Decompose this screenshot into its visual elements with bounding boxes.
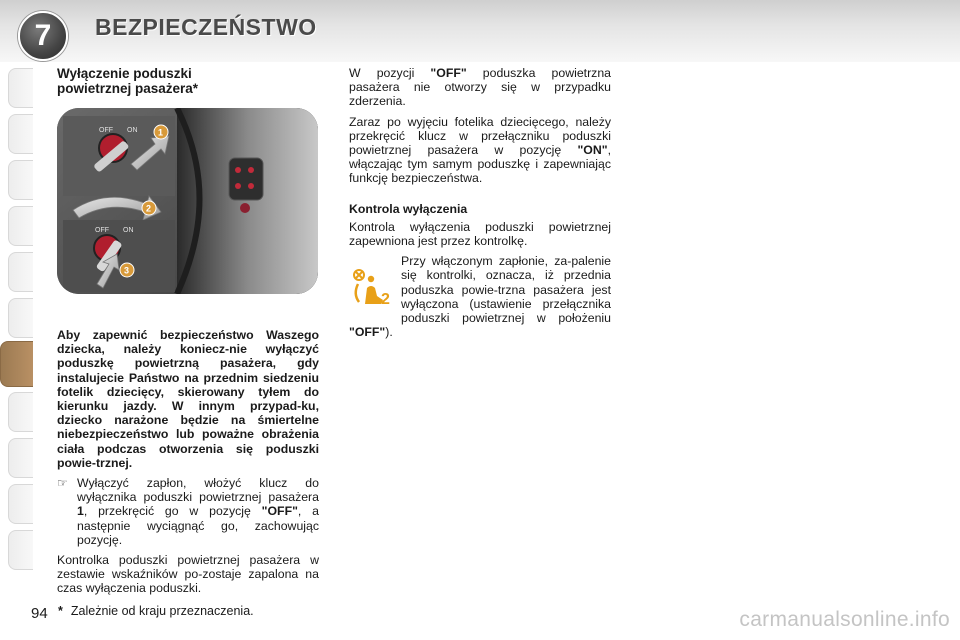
chapter-tabs (0, 62, 32, 582)
chapter-tab-11[interactable] (8, 530, 33, 570)
watermark: carmanualsonline.info (739, 608, 950, 631)
chapter-tab-6[interactable] (8, 298, 33, 338)
chapter-number: 7 (34, 19, 52, 52)
chapter-tab-3[interactable] (8, 160, 33, 200)
illustration-svg (57, 108, 318, 294)
chapter-tab-7-active[interactable] (0, 341, 33, 387)
chapter-tab-10[interactable] (8, 484, 33, 524)
warning-paragraph: Aby zapewnić bezpieczeństwo Waszego dziecka, należy koniecz-nie wyłączyć poduszkę powietrzną pasażera, gdy instalujecie Państwo na przednim siedzeniu fotelik dziecięcy, skierowany tyłem do kierunku jazdy. W innym przypad-ku, dziecko narażone będzie na śmiertelne niebezpieczeństwo lub poważne obrażenia ciała podczas otworzenia się poduszki powie-trznej. (57, 328, 319, 470)
callout-2: 2 (146, 203, 152, 214)
right-column (349, 66, 611, 345)
footnote: * Zależnie od kraju przeznaczenia. (58, 604, 254, 618)
svg-text:2: 2 (381, 291, 390, 307)
on-position-paragraph: Zaraz po wyjęciu fotelika dziecięcego, należy przekręcić klucz w przełączniku poduszki powietrznej pasażera w pozycję "ON", włączając tym samym poduszkę i zapewniając funkcję bezpieczeństwa. (349, 114, 611, 186)
pointing-hand-icon: ☞ (57, 476, 68, 491)
chapter-tab-4[interactable] (8, 206, 33, 246)
page-number: 94 (31, 605, 48, 622)
callout-3: 3 (124, 265, 130, 276)
chapter-tab-5[interactable] (8, 252, 33, 292)
label-off-top: OFF (99, 127, 113, 134)
chapter-tab-8[interactable] (8, 392, 33, 432)
chapter-title: BEZPIECZEŃSTWO (95, 14, 317, 40)
chapter-tab-9[interactable] (8, 438, 33, 478)
subheading-control: Kontrola wyłączenia (349, 201, 468, 216)
control-paragraph: Kontrola wyłączenia poduszki powietrznej zapewniona jest przez kontrolkę. (349, 219, 611, 249)
chapter-tab-2[interactable] (8, 114, 33, 154)
chapter-tab-1[interactable] (8, 68, 33, 108)
airbag-off-warning-icon (349, 266, 393, 306)
airbag-switch-illustration (57, 108, 318, 294)
section-title: Wyłączenie poduszki powietrznej pasażera* (57, 66, 199, 96)
warning-light-paragraph: Przy włączonym zapłonie, za-palenie się kontrolki, oznacza, iż przednia poduszka powie-trzna pasażera jest wyłączona (ustawienie przełącznika poduszki powietrznej w położeniu "OFF"). (349, 254, 611, 340)
instruction-bullet: ☞ Wyłączyć zapłon, włożyć klucz do wyłącznika poduszki powietrznej pasażera 1, przekręcić go w pozycję "OFF", a następnie wyciągnąć go, zachowując pozycję. (57, 476, 319, 547)
label-on-bottom: ON (123, 227, 134, 234)
off-position-paragraph: W pozycji "OFF" poduszka powietrzna pasażera nie otworzy się w przypadku zderzenia. (349, 66, 611, 109)
label-on-top: ON (127, 127, 138, 134)
chapter-number-badge (18, 11, 68, 61)
warning-light-block (349, 254, 611, 339)
indicator-paragraph: Kontrolka poduszki powietrznej pasażera w zestawie wskaźników po-zostaje zapalona na czas wyłączenia poduszki. (57, 553, 319, 596)
callout-1: 1 (158, 127, 164, 138)
label-off-bottom: OFF (95, 227, 109, 234)
